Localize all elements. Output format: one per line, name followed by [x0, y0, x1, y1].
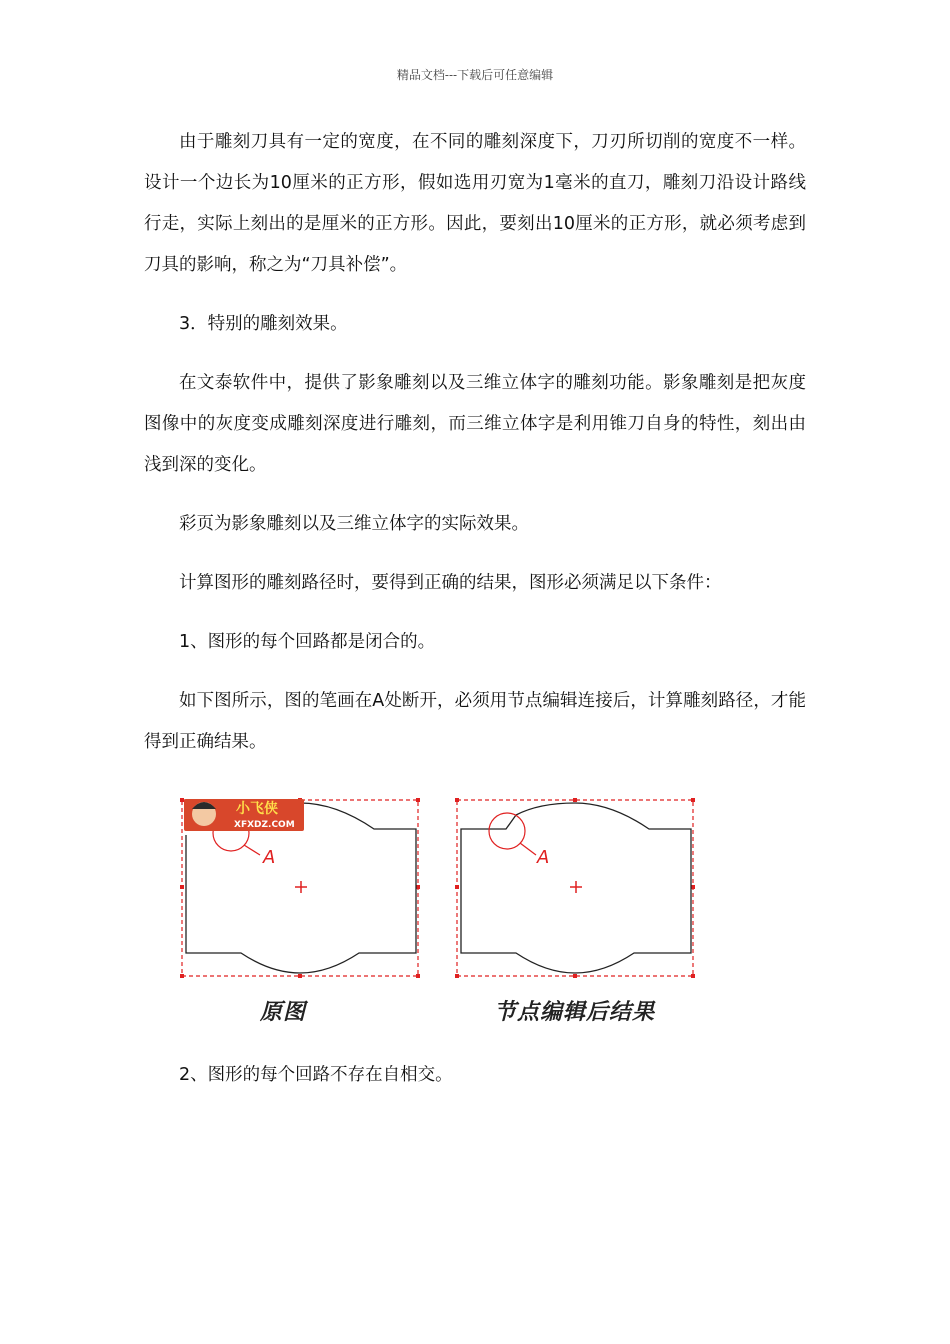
- break-marker-leader: [244, 845, 260, 855]
- selection-box-right: [457, 800, 693, 976]
- paragraph-section-3: 3．特别的雕刻效果。: [179, 314, 348, 334]
- joined-marker-circle: [489, 813, 525, 849]
- watermark-title: 小飞侠: [236, 801, 278, 817]
- paragraph-special-effects: 在文泰软件中，提供了影象雕刻以及三维立体字的雕刻功能。影象雕刻是把灰度图像中的灰度变成雕刻深度进行雕刻，而三维立体字是利用锥刀自身的特性，刻出由浅到深的变化。: [144, 373, 806, 475]
- caption-edited: 节点编辑后结果: [494, 999, 656, 1025]
- document-body: [144, 122, 806, 763]
- paragraph-conditions: 计算图形的雕刻路径时，要得到正确的结果，图形必须满足以下条件：: [179, 573, 722, 593]
- selection-handles-right: [455, 798, 695, 978]
- watermark-logo: [184, 799, 304, 831]
- paragraph-condition-1: 1、图形的每个回路都是闭合的。: [179, 632, 436, 652]
- paragraph-condition-2: 2、图形的每个回路不存在自相交。: [179, 1065, 453, 1085]
- edited-shape-group: [455, 798, 695, 978]
- paragraph-color-page: 彩页为影象雕刻以及三维立体字的实际效果。: [179, 514, 529, 534]
- document-body-after-figure: [144, 1055, 806, 1096]
- label-a-left: A: [263, 847, 276, 868]
- paragraph-tool-compensation: 由于雕刻刀具有一定的宽度，在不同的雕刻深度下，刀刃所切削的宽度不一样。设计一个边长为10厘米的正方形，假如选用刃宽为1毫米的直刀，雕刻刀沿设计路线行走，实际上刻出的是厘米的正方形。因此，要刻出10厘米的正方形，就必须考虑到刀具的影响，称之为“刀具补偿”。: [144, 132, 806, 275]
- label-a-right: A: [537, 847, 550, 868]
- node-edit-figure: [176, 795, 706, 1035]
- watermark-subtitle: XFXDZ.COM: [234, 820, 295, 830]
- paragraph-figure-intro: 如下图所示，图的笔画在A处断开，必须用节点编辑连接后，计算雕刻路径，才能得到正确结果。: [144, 691, 806, 752]
- center-cross-right: [570, 881, 582, 893]
- caption-original: 原图: [260, 999, 307, 1025]
- page-header: 精品文档---下载后可任意编辑: [396, 68, 554, 82]
- joined-marker-leader: [520, 843, 536, 855]
- center-cross-left: [295, 881, 307, 893]
